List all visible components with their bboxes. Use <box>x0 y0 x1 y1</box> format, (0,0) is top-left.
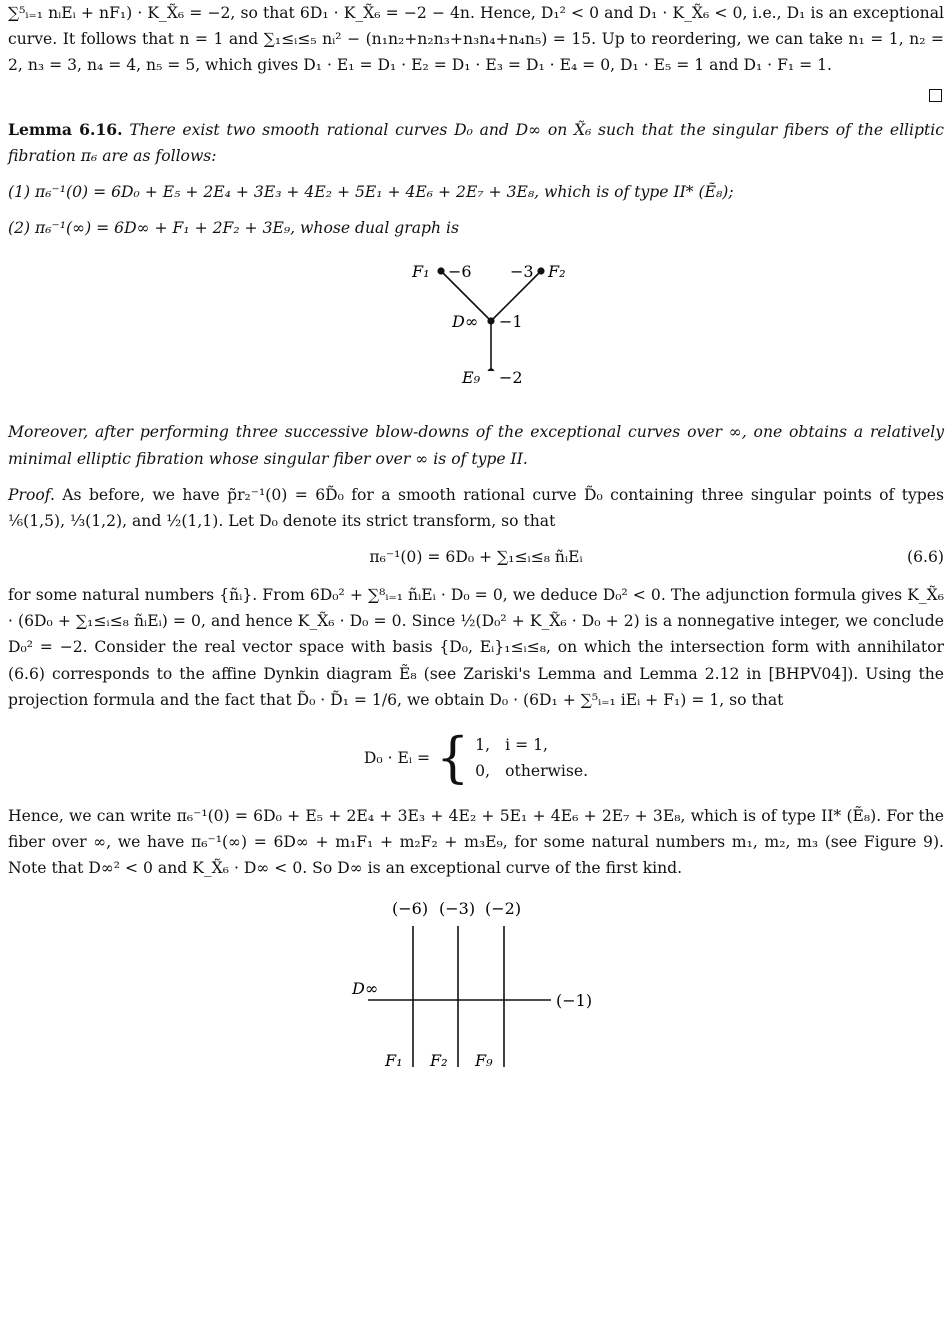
top-label-3: (−2) <box>485 898 522 918</box>
top-label-2: (−3) <box>439 898 476 918</box>
proof-paragraph-3: Hence, we can write π₆⁻¹(0) = 6D₀ + E₅ + 2E₄ + 3E₃ + 4E₂ + 5E₁ + 4E₆ + 2E₇ + 3E₈, which is of type II* (Ẽ₈). For the fiber over ∞, we have π₆⁻¹(∞) = 6D∞ + m₁F₁ + m₂F₂ + m₃E₉, for some natural numbers m₁, m₂, m₃ (see Figure 9). Note that D∞² < 0 and K_X̃₆ · D∞ < 0. So D∞ is an exceptional curve of the first kind. <box>8 807 944 878</box>
proof-text-1: As before, we have p̃r₂⁻¹(0) = 6D̃₀ for a smooth rational curve D̃₀ containing three singular points of types ⅙(1,5), ⅓(1,2), and ½(1,1). Let D₀ denote its strict transform, so that <box>8 485 944 530</box>
horizontal-label: D∞ <box>352 978 379 998</box>
cases-equation <box>8 723 944 793</box>
case-row-1: 1, i = 1, <box>475 735 549 754</box>
bottom-label-1: F₁ <box>385 1050 403 1070</box>
lemma-label: Lemma 6.16. <box>8 119 123 139</box>
dual-graph-svg <box>8 241 944 371</box>
lemma-item-1: (1) π₆⁻¹(0) = 6D₀ + E₅ + 2E₄ + 3E₃ + 4E₂ + 5E₁ + 4E₆ + 2E₇ + 3E₈, which is of type II* (Ẽ₈); <box>8 182 734 201</box>
node-e9-weight: −2 <box>499 371 523 388</box>
qed-row <box>8 83 944 107</box>
lemma-statement <box>8 117 944 169</box>
proof-paragraph-1 <box>8 482 944 534</box>
node-f2-name: F₂ <box>548 262 566 282</box>
bottom-label-2: F₂ <box>430 1050 448 1070</box>
node-dinf-name: D∞ <box>452 312 479 332</box>
bottom-label-3: F₉ <box>475 1050 493 1070</box>
lemma-text: There exist two smooth rational curves D₀ and D∞ on X̃₆ such that the singular fibers of the elliptic fibration π₆ are as follows: <box>8 120 944 165</box>
equation-body: π₆⁻¹(0) = 6D₀ + ∑₁≤ᵢ≤₈ ñᵢEᵢ <box>369 548 583 567</box>
cases-lhs: D₀ · Eᵢ = <box>363 748 431 767</box>
proof-label: Proof. <box>8 485 55 504</box>
top-line-4: D₁ · E₅ = 1 and D₁ · F₁ = 1. <box>620 56 832 75</box>
top-line-1: ∑⁵ᵢ₌₁ nᵢEᵢ + nF₁) · K_X̃₆ = −2, so that 6D₁ · K_X̃₆ = −2 − 4n. Hence, D₁² < 0 and D₁ · K_X̃₆ < 0, i.e., D₁ is an <box>8 4 848 22</box>
dual-graph <box>8 241 944 371</box>
equation-6-6 <box>8 544 944 572</box>
lemma-item-2: (2) π₆⁻¹(∞) = 6D∞ + F₁ + 2F₂ + 3E₉, whose dual graph is <box>8 219 459 238</box>
horizontal-weight: (−1) <box>556 990 593 1010</box>
node-dinf <box>487 318 494 325</box>
node-f1-name: F₁ <box>412 262 430 282</box>
top-paragraph <box>8 0 944 79</box>
equation-number: (6.6) <box>907 548 944 567</box>
node-dinf-weight: −1 <box>499 312 523 332</box>
top-line-3: we can take n₁ = 1, n₂ = 2, n₃ = 3, n₄ = 4, n₅ = 5, which gives D₁ · E₁ = D₁ · E₂ = D₁ · E₃ = D₁ · E₄ = 0, <box>8 30 944 75</box>
node-e9-name: E₉ <box>462 371 481 388</box>
figure-9-svg <box>8 882 944 1082</box>
node-f1 <box>437 268 444 275</box>
paper-page <box>8 0 944 1082</box>
lemma-moreover: Moreover, after performing three successive blow-downs of the exceptional curves over ∞, one obtains a relatively minimal elliptic fibration whose singular fiber over ∞ is of type II. <box>8 423 944 468</box>
node-f1-weight: −6 <box>448 262 472 282</box>
cases-rows <box>475 732 588 785</box>
top-line-2: exceptional curve. It follows that n = 1 and ∑₁≤ᵢ≤₅ nᵢ² − (n₁n₂+n₂n₃+n₃n₄+n₄n₅) = 15. Up to reordering, <box>8 4 944 49</box>
top-label-1: (−6) <box>392 898 429 918</box>
dual-graph-bottom <box>8 371 944 405</box>
node-f2 <box>537 268 544 275</box>
case-row-2: 0, otherwise. <box>475 762 589 780</box>
node-f2-weight: −3 <box>510 262 534 282</box>
proof-paragraph-2: for some natural numbers {ñᵢ}. From 6D₀² + ∑⁸ᵢ₌₁ ñᵢEᵢ · D₀ = 0, we deduce D₀² < 0. The adjunction formula gives K_X̃₆ · (6D₀ + ∑₁≤ᵢ≤₈ ñᵢEᵢ) = 0, and hence K_X̃₆ · D₀ = 0. Since ½(D₀² + K_X̃₆ · D₀ + 2) is a nonnegative integer, we conclude D₀² = −2. Consider the real vector space with basis {D₀, Eᵢ}₁≤ᵢ≤₈, on which the intersection form with annihilator (6.6) corresponds to the affine Dynkin diagram Ẽ₈ (see Zariski's Lemma and Lemma 2.12 in [BHPV04]). Using the projection formula and the fact that D̃₀ · D̃₁ = 1/6, we obtain D₀ · (6D₁ + ∑⁵ᵢ₌₁ iEᵢ + F₁) = 1, so that <box>8 586 944 709</box>
qed-square-icon <box>929 89 942 102</box>
figure-9-configuration <box>8 882 944 1082</box>
left-brace-icon: { <box>436 726 470 790</box>
